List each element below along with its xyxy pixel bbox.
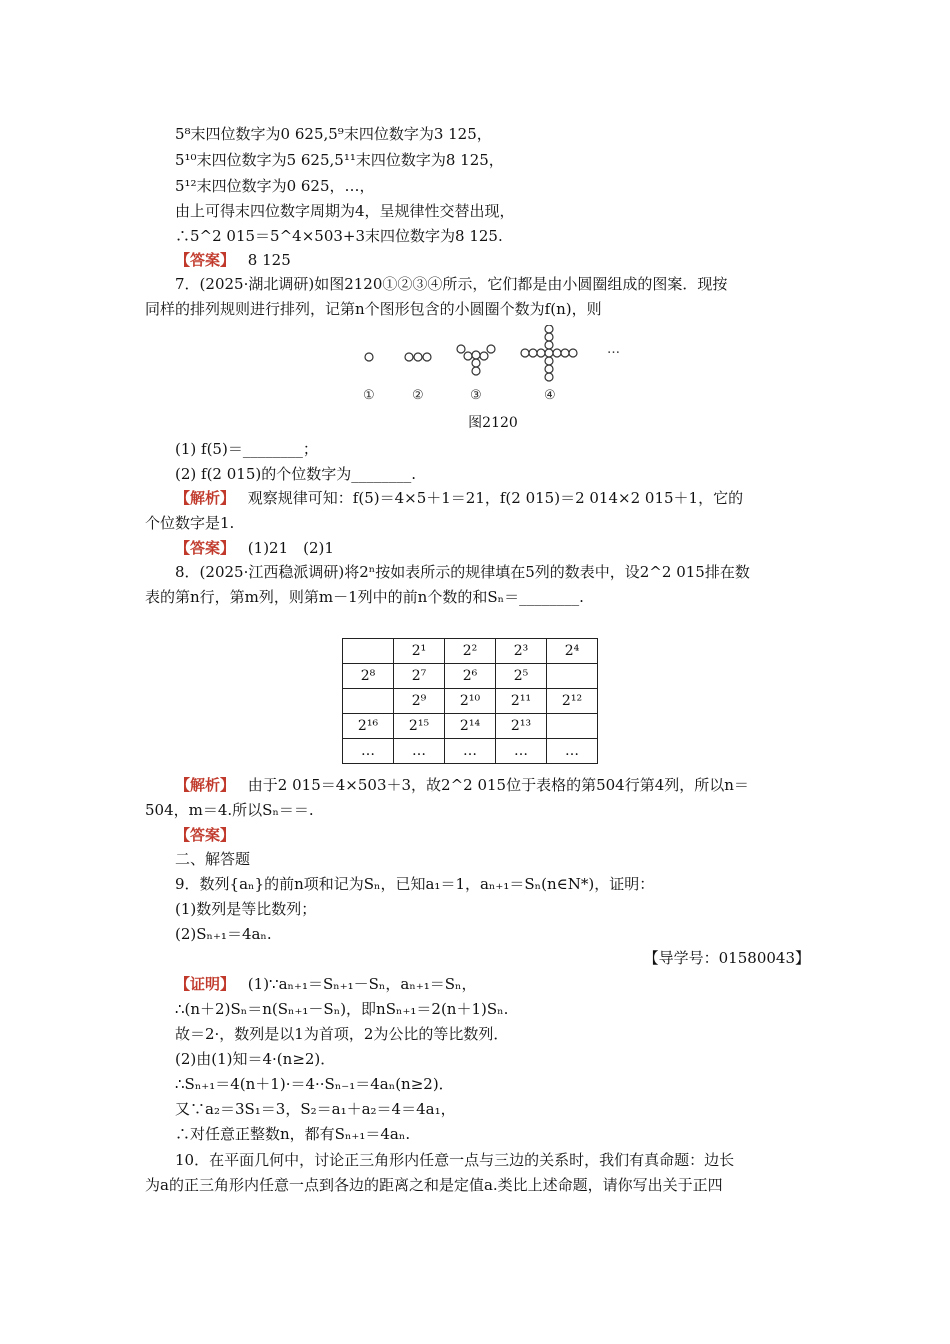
analysis-7-line1 — [175, 486, 840, 510]
question-9-line1: 9．数列{aₙ}的前n项和记为Sₙ，已知a₁＝1，aₙ₊₁＝Sₙ(n∈N*)，证明： — [175, 875, 655, 893]
figure-1-circle — [365, 353, 373, 361]
proof-9-line7: ∴对任意正整数n，都有Sₙ₊₁＝4aₙ. — [175, 1125, 411, 1143]
figure-4-circle — [545, 333, 553, 341]
analysis-8-line1 — [175, 773, 840, 797]
figure-2-circle — [405, 353, 413, 361]
table-cell — [547, 664, 598, 689]
figure-4-circle — [521, 349, 529, 357]
answer-tag: 【答案】 — [175, 251, 236, 269]
table-cell: 2⁴ — [547, 639, 598, 664]
table-cell: 2¹⁰ — [445, 689, 496, 714]
figure-2-circle — [414, 353, 422, 361]
table-row — [343, 739, 598, 764]
figure-3-circle — [472, 359, 480, 367]
proof-tag: 【证明】 — [175, 975, 236, 993]
question-7-line2: 同样的排列规则进行排列，记第n个图形包含的小圆圈个数为f(n)，则 — [145, 300, 602, 318]
proof-9-line1 — [175, 972, 840, 996]
text-line: 5¹⁰末四位数字为5 625,5¹¹末四位数字为8 125， — [175, 151, 504, 169]
figure-4-circle — [545, 365, 553, 373]
table-cell: 2² — [445, 639, 496, 664]
question-8-line2: 表的第n行，第m列，则第m－1列中的前n个数的和Sₙ＝________. — [145, 588, 584, 606]
figure-3-circle — [472, 367, 480, 375]
table-cell: 2⁸ — [343, 664, 394, 689]
text-line: 5¹²末四位数字为0 625，…， — [175, 177, 375, 195]
proof-9-line6: 又∵a₂＝3S₁＝3，S₂＝a₁＋a₂＝4＝4a₁， — [175, 1100, 456, 1118]
table-cell: 2⁷ — [394, 664, 445, 689]
figure-3-circle — [457, 345, 465, 353]
table-cell — [343, 689, 394, 714]
question-9-part2: (2)Sₙ₊₁＝4aₙ. — [175, 925, 272, 943]
table-cell: … — [547, 739, 598, 764]
proof-9-line3: 故＝2·，数列是以1为首项，2为公比的等比数列． — [175, 1025, 509, 1043]
answer-value: 8 125 — [247, 251, 291, 269]
question-10-line1: 10．在平面几何中，讨论正三角形内任意一点与三边的关系时，我们有真命题：边长 — [175, 1151, 735, 1169]
answer-line — [175, 248, 840, 272]
figure-3-circle — [472, 351, 480, 359]
answer-value: (1)21 (2)1 — [247, 539, 334, 557]
table-cell: 2¹⁴ — [445, 714, 496, 739]
question-7-line1: 7．(2025·湖北调研)如图2120①②③④所示，它们都是由小圆圈组成的图案．现按 — [175, 275, 728, 293]
figure-4-circle — [529, 349, 537, 357]
table-row — [343, 639, 598, 664]
answer-tag: 【答案】 — [175, 539, 236, 557]
figure-label-1: ① — [363, 388, 375, 403]
figure-2-circle — [423, 353, 431, 361]
circle-pattern-figure — [355, 325, 625, 385]
question-7-part1: (1) f(5)＝________； — [175, 440, 318, 458]
table-cell: … — [394, 739, 445, 764]
figure-3-circle — [480, 352, 488, 360]
question-8-line1: 8．(2025·江西稳派调研)将2ⁿ按如表所示的规律填在5列的数表中，设2^2 015排在数 — [175, 563, 750, 581]
power-table — [342, 638, 598, 764]
figure-label-4: ④ — [544, 388, 556, 403]
table-cell: 2¹⁶ — [343, 714, 394, 739]
figure-3-circle — [464, 352, 472, 360]
table-cell: … — [496, 739, 547, 764]
figure-caption: 图2120 — [468, 415, 518, 431]
figure-4-circle — [545, 325, 553, 333]
question-7-part2: (2) f(2 015)的个位数字为________. — [175, 465, 416, 483]
figure-label-2: ② — [412, 388, 424, 403]
table-row — [343, 714, 598, 739]
table-cell: 2⁹ — [394, 689, 445, 714]
analysis-7-line2: 个位数字是1. — [145, 514, 235, 532]
table-row — [343, 689, 598, 714]
text-line: ∴5^2 015＝5^4×503+3末四位数字为8 125. — [175, 227, 503, 245]
table-cell: 2¹³ — [496, 714, 547, 739]
table-cell — [547, 714, 598, 739]
figure-4-circle — [545, 373, 553, 381]
table-cell: 2¹² — [547, 689, 598, 714]
figure-4-circle — [537, 349, 545, 357]
table-cell: 2⁶ — [445, 664, 496, 689]
figure-4-circle — [545, 357, 553, 365]
question-10-line2: 为a的正三角形内任意一点到各边的距离之和是定值a.类比上述命题，请你写出关于正四 — [145, 1176, 723, 1194]
answer-7-line — [175, 536, 840, 560]
figure-4-circle — [553, 349, 561, 357]
figure-ellipsis: … — [607, 342, 620, 357]
figure-4-circle — [545, 341, 553, 349]
guide-number: 【导学号：01580043】 — [643, 949, 810, 967]
figure-4-circle — [561, 349, 569, 357]
figure-3-circle — [487, 345, 495, 353]
analysis-tag: 【解析】 — [175, 776, 236, 794]
proof-9-line5: ∴Sₙ₊₁＝4(n＋1)·＝4··Sₙ₋₁＝4aₙ(n≥2)． — [175, 1075, 454, 1093]
proof-9-line2: ∴(n＋2)Sₙ＝n(Sₙ₊₁－Sₙ)，即nSₙ₊₁＝2(n＋1)Sₙ. — [175, 1000, 509, 1018]
table-row — [343, 664, 598, 689]
proof-text: (1)∵aₙ₊₁＝Sₙ₊₁－Sₙ，aₙ₊₁＝Sₙ， — [247, 975, 477, 993]
section-heading: 二、解答题 — [175, 850, 251, 868]
analysis-text: 观察规律可知：f(5)＝4×5＋1＝21，f(2 015)＝2 014×2 015＋1，它的 — [247, 489, 744, 507]
table-cell: 2¹¹ — [496, 689, 547, 714]
text-line: 5⁸末四位数字为0 625,5⁹末四位数字为3 125， — [175, 125, 492, 143]
analysis-text: 由于2 015＝4×503＋3，故2^2 015位于表格的第504行第4列，所以n＝ — [247, 776, 749, 794]
analysis-8-line2: 504，m＝4.所以Sₙ＝＝. — [145, 801, 314, 819]
question-9-part1: (1)数列是等比数列； — [175, 900, 317, 918]
analysis-tag: 【解析】 — [175, 489, 236, 507]
figure-4-circle — [569, 349, 577, 357]
table-cell: 2³ — [496, 639, 547, 664]
table-cell: … — [343, 739, 394, 764]
table-cell — [343, 639, 394, 664]
table-cell: … — [445, 739, 496, 764]
figure-4-circle — [545, 349, 553, 357]
table-cell: 2¹⁵ — [394, 714, 445, 739]
answer-8-line — [175, 823, 840, 847]
table-cell: 2¹ — [394, 639, 445, 664]
answer-tag: 【答案】 — [175, 826, 236, 844]
proof-9-line4: (2)由(1)知＝4·(n≥2)． — [175, 1050, 336, 1068]
table-cell: 2⁵ — [496, 664, 547, 689]
figure-label-3: ③ — [470, 388, 482, 403]
text-line: 由上可得末四位数字周期为4，呈规律性交替出现， — [175, 202, 515, 220]
